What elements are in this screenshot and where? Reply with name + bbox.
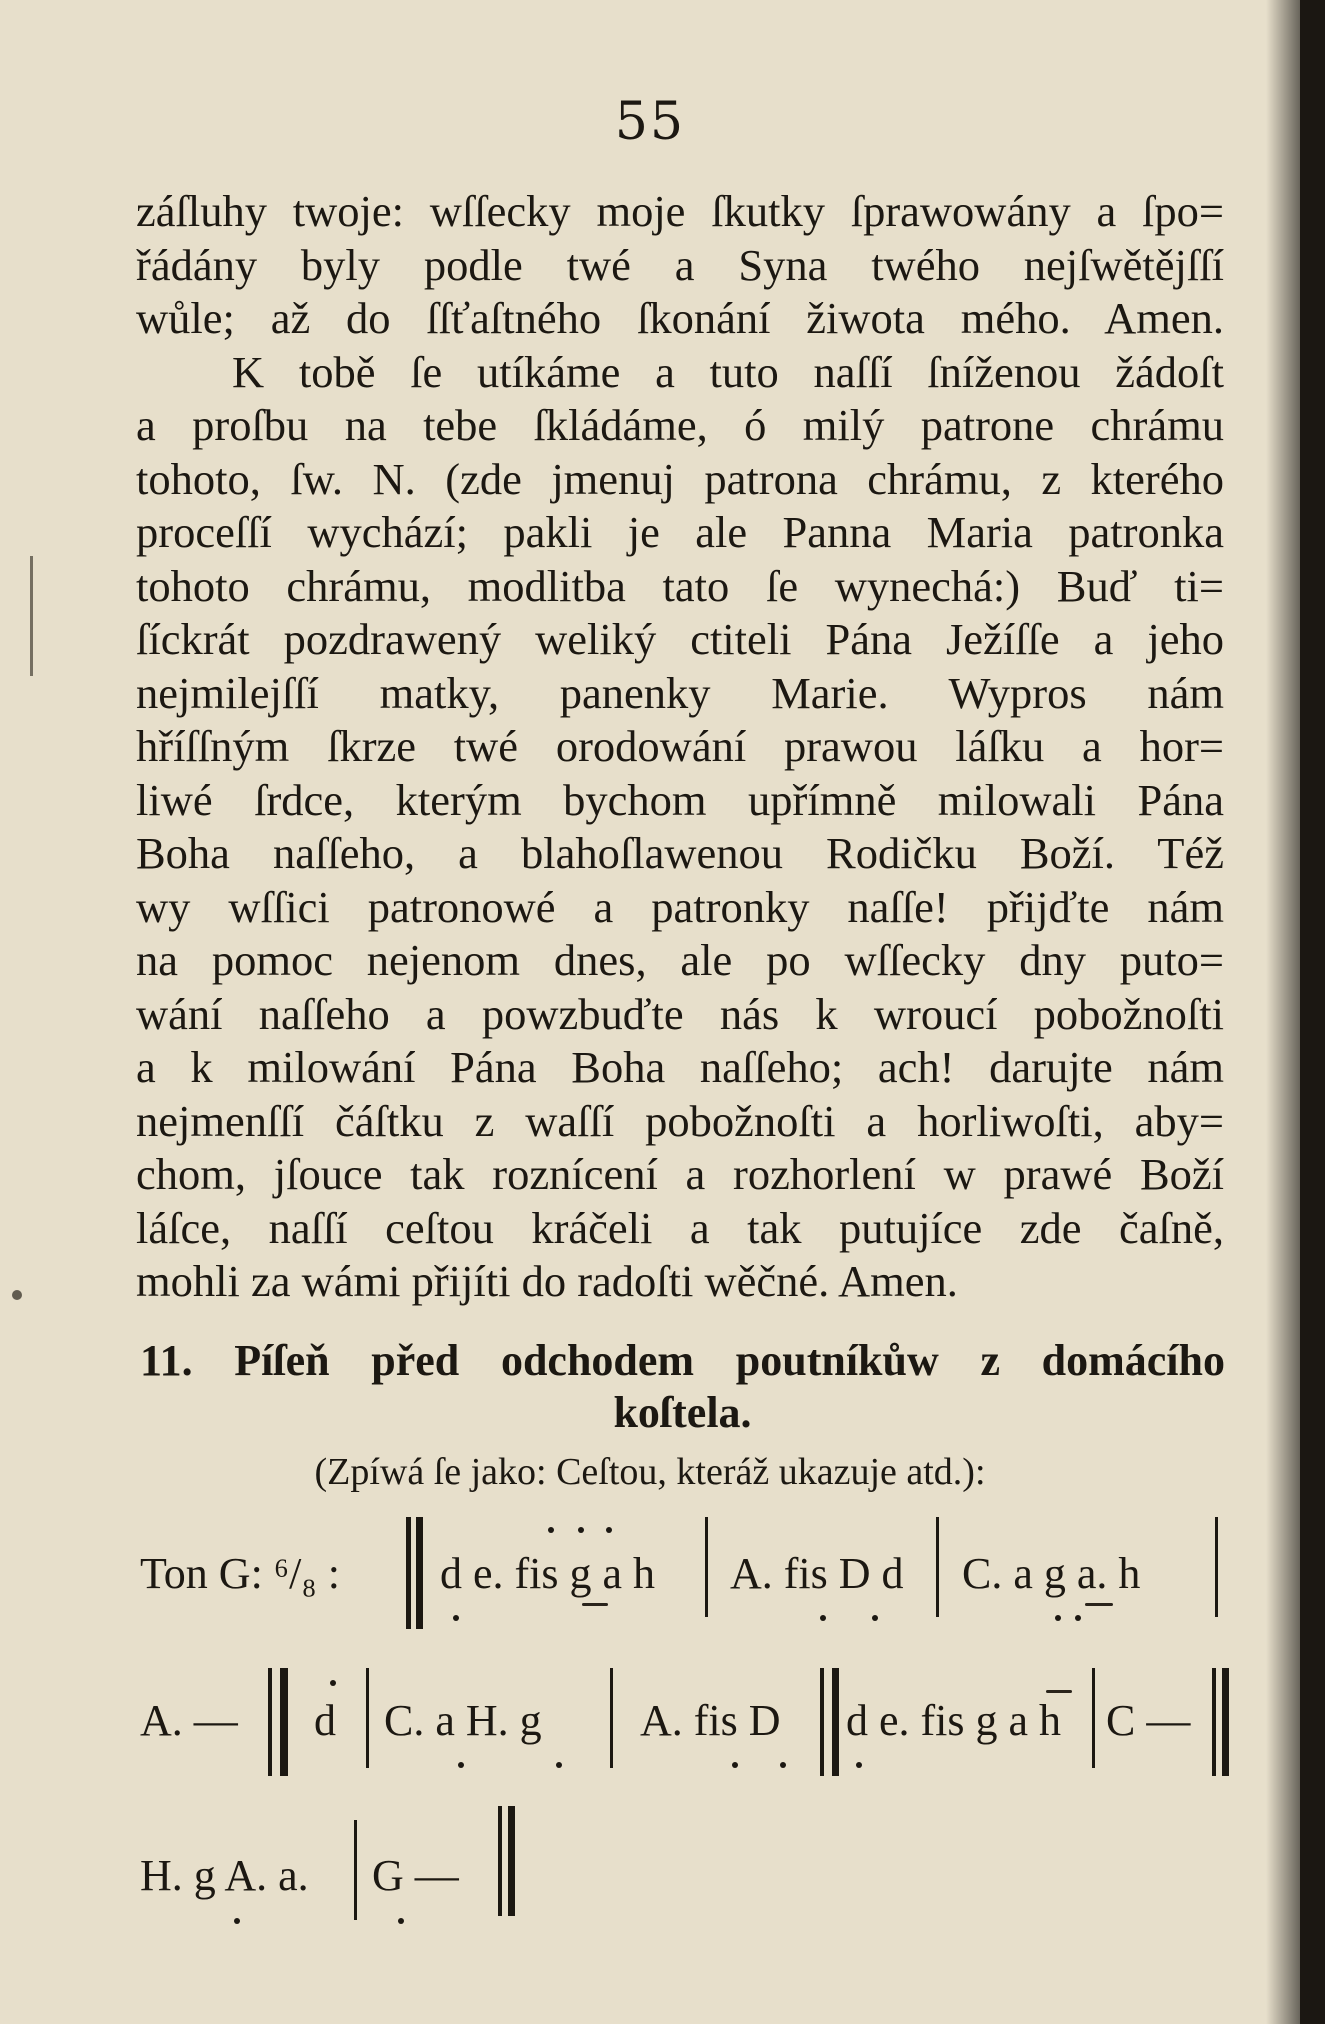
text-line: mohli za wámi přijíti do radoſti wěčné. Amen. — [136, 1256, 958, 1306]
text-line: na pomoc nejenom dnes, ale po wſſecky dny puto= — [136, 935, 1224, 985]
text-line: a k milowání Pána Boha naſſeho; ach! darujte nám — [136, 1042, 1224, 1092]
text-line: nejmenſſí čáſtku z waſſí pobožnoſti a horliwoſti, aby= — [136, 1095, 1224, 1146]
text-line: wy wſſici patronowé a patronky naſſe! přijďte nám — [136, 881, 1224, 932]
barline — [366, 1668, 369, 1768]
text-line: ſíckrát pozdrawený weliký ctiteli Pána Ježíſſe a jeho — [136, 614, 1224, 664]
text-line: wání naſſeho a powzbuďte nás k wroucí pobožnoſti — [136, 988, 1224, 1039]
measure: H. g A. a. — [140, 1851, 309, 1900]
margin-mark — [30, 556, 33, 676]
barline — [406, 1517, 411, 1629]
measure: A. fis D — [640, 1696, 781, 1745]
key-signature: Ton G: ⁶/₈ : — [140, 1549, 340, 1598]
text-line: nejmilejſſí matky, panenky Marie. Wypros nám — [136, 667, 1224, 718]
note-dot — [556, 1762, 562, 1768]
slur-mark — [582, 1603, 608, 1606]
barline — [280, 1668, 288, 1776]
note-dot — [1055, 1615, 1061, 1621]
measure: A. fis D d — [730, 1549, 904, 1598]
barline — [820, 1668, 824, 1776]
barline — [936, 1517, 939, 1617]
measure: d e. fis g a h — [440, 1549, 656, 1598]
heading-line-2: koſtela. — [613, 1388, 752, 1437]
slur-mark — [1085, 1603, 1113, 1606]
text-line: chom, jſouce tak roznícení a rozhorlení w prawé Boží — [136, 1149, 1224, 1199]
note-dot — [330, 1680, 336, 1686]
note-dot — [872, 1615, 878, 1621]
text-line: hříſſným ſkrze twé orodowání prawou láſku a hor= — [136, 721, 1224, 771]
barline — [610, 1668, 613, 1768]
text-line: záſluhy twoje: wſſecky moje ſkutky ſprawowány a ſpo= — [136, 186, 1224, 236]
measure: G — — [372, 1851, 459, 1900]
melody-instruction: (Zpíwá ſe jako: Ceſtou, kteráž ukazuje atd.): — [314, 1451, 986, 1493]
margin-mark — [12, 1290, 22, 1300]
text-line: tohoto, ſw. N. (zde jmenuj patrona chrámu, z kterého — [136, 453, 1224, 504]
barline — [416, 1517, 423, 1629]
note-dot — [398, 1918, 404, 1924]
note-dot — [548, 1527, 554, 1533]
text-line: a proſbu na tebe ſkládáme, ó milý patrone chrámu — [136, 400, 1224, 450]
barline — [705, 1517, 708, 1617]
measure: C — — [1106, 1696, 1191, 1745]
barline — [354, 1820, 357, 1920]
text-line: liwé ſrdce, kterým bychom upřímně milowali Pána — [136, 774, 1224, 825]
barline — [832, 1668, 839, 1776]
measure: d e. fis g a h — [846, 1696, 1062, 1745]
note-dot — [453, 1615, 459, 1621]
slur-mark — [1046, 1690, 1072, 1693]
barline — [1222, 1668, 1229, 1776]
measure: C. a H. g — [384, 1696, 542, 1745]
text-line: tohoto chrámu, modlitba tato ſe wynechá:) Buď ti= — [136, 560, 1224, 611]
barline — [1215, 1517, 1218, 1617]
barline — [508, 1806, 515, 1916]
text-line: řádány byly podle twé a Syna twého nejſwětějſſí — [136, 239, 1224, 290]
text-line: proceſſí wychází; pakli je ale Panna Maria patronka — [136, 507, 1224, 557]
note-dot — [1075, 1615, 1081, 1621]
page-number: 55 — [614, 92, 686, 152]
section-number: 11. — [140, 1336, 193, 1385]
note-dot — [578, 1527, 584, 1533]
barline — [498, 1806, 502, 1916]
text-line: Boha naſſeho, a blahoſlawenou Rodičku Boží. Též — [136, 828, 1224, 878]
note-dot — [780, 1762, 786, 1768]
note-dot — [458, 1762, 464, 1768]
text-line: K tobě ſe utíkáme a tuto naſſí ſníženou žádoſt — [232, 346, 1224, 397]
note-dot — [856, 1762, 862, 1768]
measure: d — [314, 1696, 336, 1745]
measure: A. — — [140, 1696, 238, 1745]
section-title: Píſeň před odchodem poutníkůw z domácího — [234, 1336, 1225, 1385]
barline — [1212, 1668, 1216, 1776]
text-line: láſce, naſſí ceſtou kráčeli a tak putujíce zde čaſně, — [136, 1202, 1224, 1253]
measure: C. a g a. h — [962, 1549, 1141, 1598]
barline — [1092, 1668, 1095, 1768]
note-dot — [820, 1615, 826, 1621]
note-dot — [234, 1918, 240, 1924]
barline — [268, 1668, 272, 1776]
note-dot — [732, 1762, 738, 1768]
text-line: wůle; až do ſſťaſtného ſkonání žiwota mého. Amen. — [136, 293, 1224, 343]
note-dot — [606, 1527, 612, 1533]
